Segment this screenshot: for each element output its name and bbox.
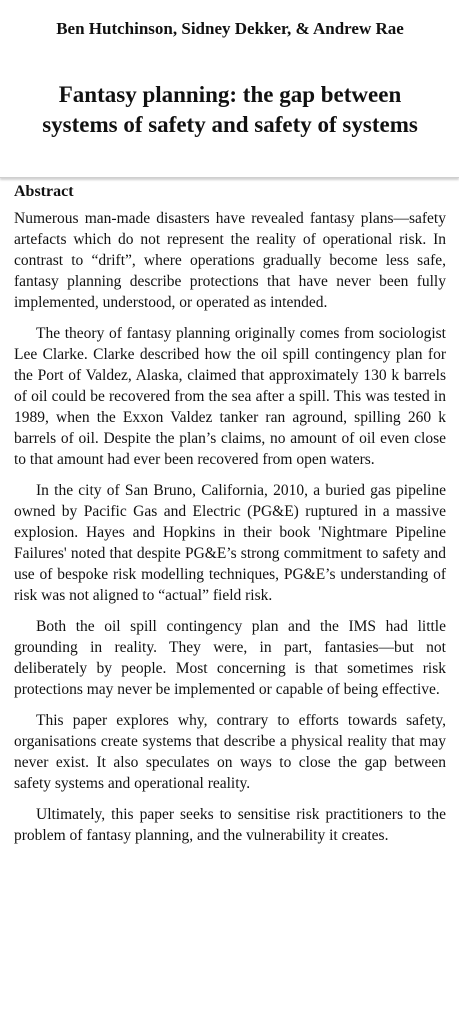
abstract-heading: Abstract: [14, 183, 74, 200]
author-list: Ben Hutchinson, Sidney Dekker, & Andrew Rae: [56, 19, 404, 38]
abstract-paragraph: Ultimately, this paper seeks to sensitise risk practitioners to the problem of fantasy planning, and the vulnerability it creates.: [14, 806, 446, 844]
paper-header: [0, 0, 459, 178]
abstract-paragraph: Numerous man-made disasters have revealed fantasy plans—safety artefacts which do not represent the reality of operational risk. In contrast to “drift”, where operations gradually become less safe, fantasy planning describe protections that have never been fully implemented, understood, or operated as intended.: [14, 210, 446, 311]
paper-title: Fantasy planning: the gap between systems of safety and safety of systems: [42, 82, 418, 137]
abstract-section: [14, 181, 446, 856]
abstract-paragraph: This paper explores why, contrary to efforts towards safety, organisations create systems that describe a physical reality that may never exist. It also speculates on ways to close the gap between safety systems and operational reality.: [14, 712, 446, 792]
abstract-paragraph: The theory of fantasy planning originally comes from sociologist Lee Clarke. Clarke described how the oil spill contingency plan for the Port of Valdez, Alaska, claimed that approximately 130 k barrels of oil could be recovered from the sea after a spill. This was tested in 1989, when the Exxon Valdez tanker ran aground, spilling 260 k barrels of oil. Despite the plan’s claims, no amount of oil even close to that amount had ever been recovered from open waters.: [14, 325, 446, 468]
abstract-paragraph: In the city of San Bruno, California, 2010, a buried gas pipeline owned by Pacific Gas and Electric (PG&E) ruptured in a massive explosion. Hayes and Hopkins in their book 'Nightmare Pipeline Failures' noted that despite PG&E’s strong commitment to safety and use of bespoke risk modelling techniques, PG&E’s understanding of risk was not aligned to “actual” field risk.: [14, 482, 446, 604]
abstract-paragraph: Both the oil spill contingency plan and the IMS had little grounding in reality. They were, in part, fantasies—but not deliberately by people. Most concerning is that sometimes risk protections may never be implemented or capable of being effective.: [14, 618, 446, 698]
